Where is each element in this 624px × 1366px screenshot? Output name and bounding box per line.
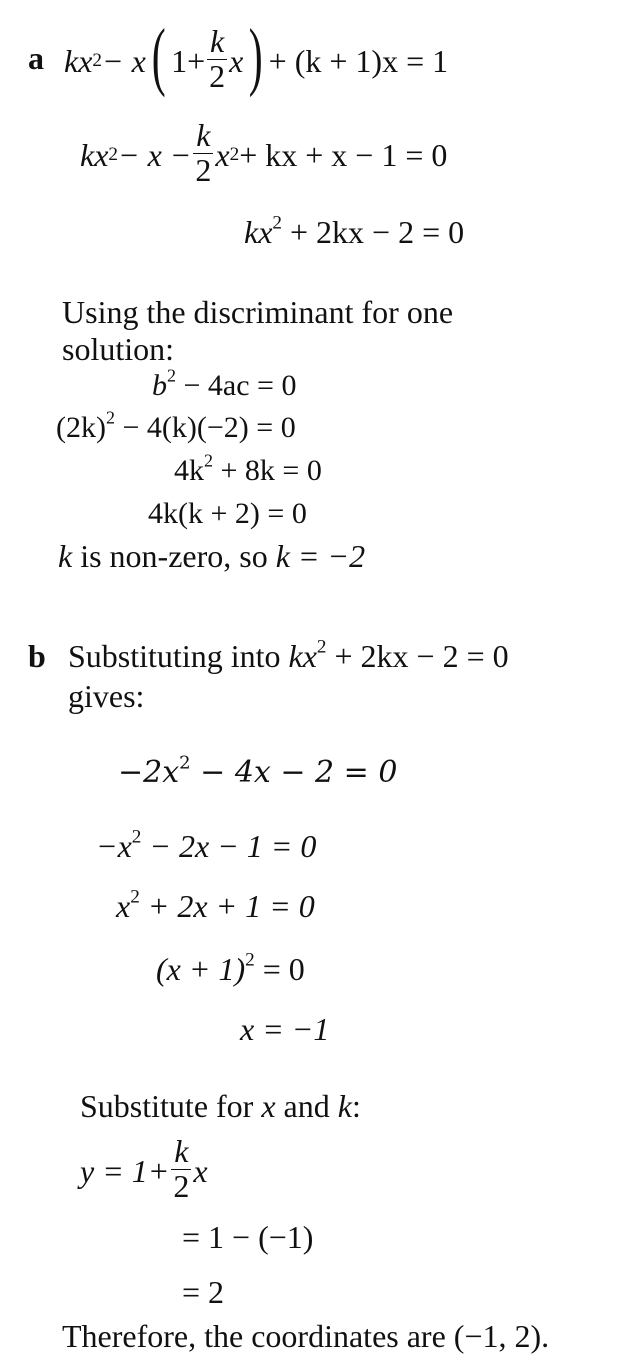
part-b-gives: gives: [68,678,145,714]
equation-b-line-5: x = −1 [240,1011,330,1047]
fraction-k-over-2: $\frac{k}{2}$ [209,22,226,94]
y-equation-line-2: = 1 − (−1) [182,1219,314,1255]
discriminant-intro-line-2: solution: [62,331,175,367]
discriminant-substitution: $(2k)^2 - 4(k)(-2) = 0$ [56,407,296,444]
part-b-marker: b [28,638,46,674]
equation-a-line-3: $kx^2 + 2kx - 2 = 0$ [244,212,465,250]
discriminant-simplified: $4k^2 + 8k = 0$ [174,450,322,487]
equation-b-line-4: $(x + 1)^2 = 0$ [156,949,305,987]
equation-b-line-2: $-x^2 - 2x - 1 = 0$ [96,826,317,864]
equation-a-line-2: kx 2 − x − $\frac{k}{2}$ x 2 + kx + x − 1 = 0 [80,116,448,188]
equation-b-line-1: $-2x^2 - 4x - 2 = 0$ [118,752,398,790]
y-equation-line-3: = 2 [182,1274,225,1310]
part-b-intro: Substituting into $kx^2 + 2kx - 2 = 0$ [68,636,509,674]
y-equation-line-1: y = 1+ $\frac{k}{2}$ x [80,1132,208,1204]
final-answer: Therefore, the coordinates are (−1, 2). [62,1318,550,1354]
discriminant-formula: $b^2 - 4ac = 0$ [152,365,297,402]
part-a-marker: a [28,40,44,76]
discriminant-intro-line-1: Using the discriminant for one [62,294,454,330]
substitute-intro: Substitute for x and k: [80,1088,361,1124]
equation-a-line-1: kx 2 − x ( 1+ $\frac{k}{2}$ x ) + (k + 1)x = 1 [64,14,449,98]
discriminant-factored: 4k(k + 2) = 0 [148,497,307,530]
fraction-k-over-2: $\frac{k}{2}$ [195,116,212,188]
part-a-conclusion: k is non-zero, so k = −2 [58,538,366,574]
equation-b-line-3: $x^2 + 2x + 1 = 0$ [116,886,315,924]
fraction-k-over-2: $\frac{k}{2}$ [173,1132,190,1204]
